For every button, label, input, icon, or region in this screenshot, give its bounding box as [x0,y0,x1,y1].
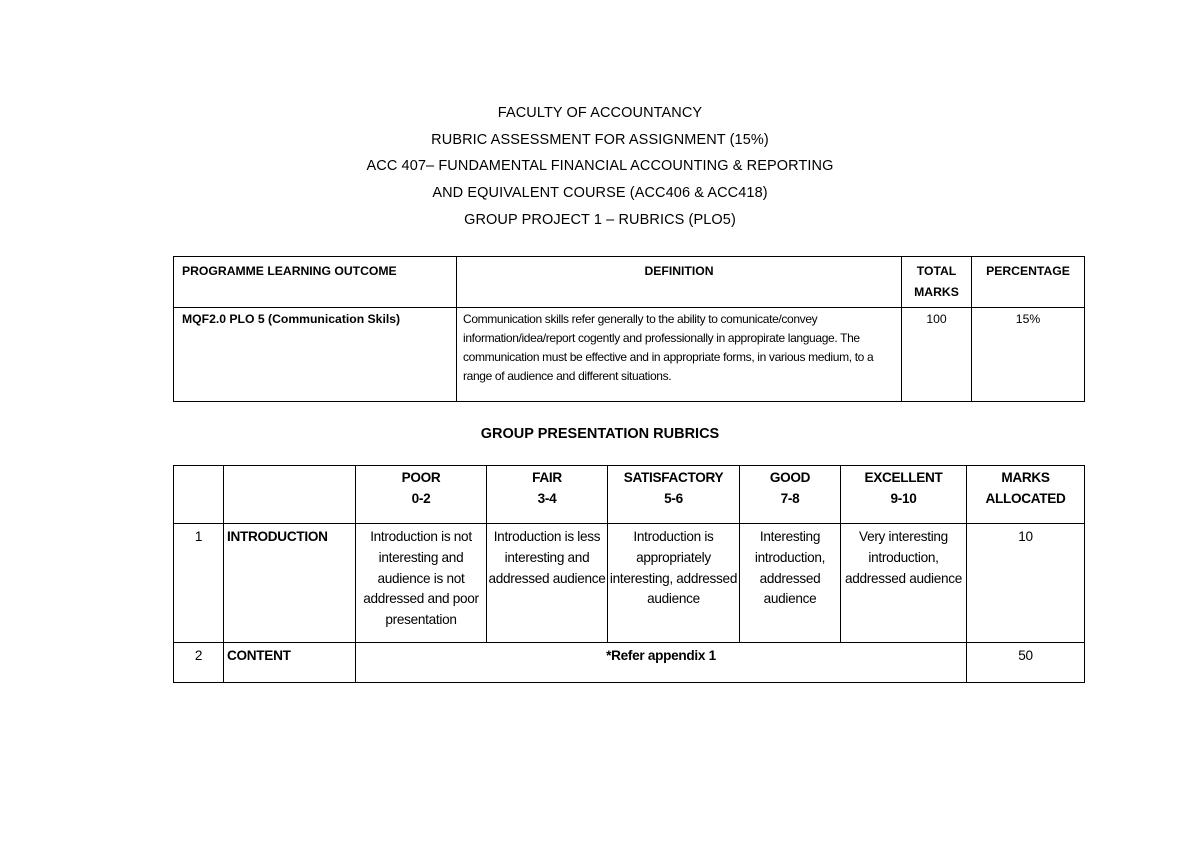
descriptor-line: Introduction is not [370,529,472,544]
level-name: SATISFACTORY [623,470,724,485]
descriptor-line: addressed [759,570,821,586]
header-percentage: PERCENTAGE [972,257,1085,308]
plo-outcome: MQF2.0 PLO 5 (Communication Skils) [174,308,457,402]
header-total-marks-2: MARKS [914,285,959,299]
table-row [174,524,1085,643]
level-poor [356,466,487,524]
descriptor-excellent [841,524,967,643]
plo-total-marks: 100 [902,308,972,402]
descriptor-line: interesting and [504,549,590,565]
level-range: 3-4 [537,490,557,506]
header-total-marks-1: TOTAL [916,264,957,278]
descriptor-line: Introduction is [633,529,714,544]
definition-line: range of audience and different situations. [463,369,672,383]
faculty-title: FACULTY OF ACCOUNTANCY [497,105,703,121]
descriptor-good [740,524,841,643]
descriptor-line: Introduction is less [493,529,601,544]
level-range: 0-2 [411,490,431,506]
section-title: GROUP PRESENTATION RUBRICS [480,426,720,442]
descriptor-poor [356,524,487,643]
marks-header-line: MARKS [1001,470,1050,485]
level-excellent [841,466,967,524]
descriptor-line: introduction, [754,549,826,565]
header-outcome: PROGRAMME LEARNING OUTCOME [174,257,457,308]
document-header [0,100,1200,234]
descriptor-line: interesting, addressed [609,570,738,586]
descriptor-line: addressed and poor [363,591,479,607]
header-total-marks [902,257,972,308]
level-fair [487,466,608,524]
criterion-label: INTRODUCTION [224,524,356,643]
appendix-note: *Refer appendix 1 [356,643,967,683]
project-title: GROUP PROJECT 1 – RUBRICS (PLO5) [464,211,736,228]
descriptor-line: presentation [385,612,457,628]
descriptor-line: interesting and [378,549,464,565]
descriptor-line: Very interesting [859,529,948,544]
course-equivalent: AND EQUIVALENT COURSE (ACC406 & ACC418) [432,185,768,202]
header-number [174,466,224,524]
rubric-table [173,465,1085,683]
marks-allocated: 10 [967,524,1085,643]
course-title: ACC 407– FUNDAMENTAL FINANCIAL ACCOUNTING & REPORTING [366,158,834,175]
rubric-title: RUBRIC ASSESSMENT FOR ASSIGNMENT (15%) [431,131,769,148]
plo-percentage: 15% [972,308,1085,402]
row-number: 1 [174,524,224,643]
level-name: POOR [401,470,441,485]
level-name: EXCELLENT [864,470,943,485]
header-criterion [224,466,356,524]
level-range: 5-6 [664,490,683,506]
descriptor-line: audience is not [377,570,465,586]
level-name: FAIR [532,470,562,485]
definition-line: Communication skills refer generally to the ability to comunicate/convey [463,312,818,326]
table-row [174,643,1085,683]
criterion-label: CONTENT [224,643,356,683]
plo-table [173,256,1085,402]
level-name: GOOD [769,470,811,485]
descriptor-satisfactory [608,524,740,643]
definition-line: information/idea/report cogently and professionally in appropirate language. The [463,331,860,345]
level-range: 9-10 [890,490,917,506]
descriptor-fair [487,524,608,643]
plo-definition [457,308,902,402]
descriptor-line: Interesting [759,529,821,544]
marks-header-line: ALLOCATED [985,490,1066,506]
header-marks-allocated [967,466,1085,524]
descriptor-line: introduction, [868,549,939,565]
descriptor-line: addressed audience [488,570,606,586]
header-definition: DEFINITION [457,257,902,308]
level-range: 7-8 [780,490,800,506]
definition-line: communication must be effective and in appropriate forms, in various medium, to a [463,350,874,364]
marks-allocated: 50 [967,643,1085,683]
descriptor-line: appropriately [636,549,711,565]
row-number: 2 [174,643,224,683]
level-satisfactory [608,466,740,524]
descriptor-line: audience [763,591,817,607]
descriptor-line: audience [647,591,700,607]
descriptor-line: addressed audience [844,570,963,586]
level-good [740,466,841,524]
